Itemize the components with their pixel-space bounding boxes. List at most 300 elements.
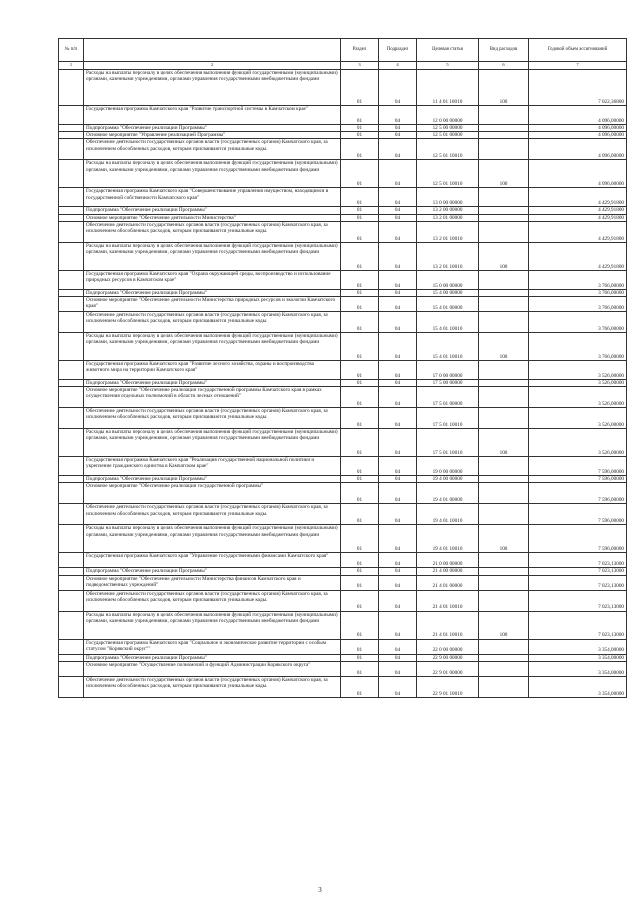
cell-expense-type	[479, 661, 529, 676]
cell-subsection: 04	[379, 132, 417, 139]
cell-name: Расходы на выплаты персоналу в целях обеспечения выполнения функций государственными (муниципальными) органами, казенными учреждениями, органами управления государственными внебюджетными фондами	[84, 70, 341, 106]
cell-name: Подпрограмма "Обеспечение реализации Программы"	[84, 289, 341, 296]
cell-expense-type	[479, 380, 529, 387]
cell-amount: 7 596,00000	[529, 525, 627, 553]
cell-expense-type	[479, 483, 529, 504]
cell-number	[59, 132, 84, 139]
cell-subsection: 04	[379, 312, 417, 333]
cell-section: 01	[341, 361, 379, 380]
cell-subsection: 04	[379, 676, 417, 697]
cell-section: 01	[341, 525, 379, 553]
cell-target: 13 2 00 00000	[417, 207, 479, 214]
cell-expense-type: 100	[479, 242, 529, 270]
cell-subsection: 04	[379, 568, 417, 575]
cell-target: 22 0 00 00000	[417, 639, 479, 654]
cell-expense-type	[479, 676, 529, 697]
cell-name: Обеспечение деятельности государственных органов власти (государственных органов) Камчатского края, за исключением обособленных расходов, которым присваиваются уникальные коды.	[84, 221, 341, 242]
cell-section: 01	[341, 289, 379, 296]
cell-amount: 4 096,00000	[529, 160, 627, 188]
cell-amount: 4 096,00000	[529, 139, 627, 160]
cell-amount: 3 766,00000	[529, 270, 627, 289]
cell-expense-type: 100	[479, 70, 529, 106]
cell-section: 01	[341, 70, 379, 106]
cell-target: 19 4 01 10010	[417, 504, 479, 525]
cell-number	[59, 408, 84, 429]
cell-name: Обеспечение деятельности государственных органов власти (государственных органов) Камчатского края, за исключением обособленных расходов, которым присваиваются уникальные коды.	[84, 312, 341, 333]
cell-subsection: 04	[379, 525, 417, 553]
index-cell: 2	[84, 62, 341, 70]
cell-name: Расходы на выплаты персоналу в целях обеспечения выполнения функций государственными (муниципальными) органами, казенными учреждениями, органами управления государственными внебюджетными фондами	[84, 611, 341, 639]
table-row	[59, 106, 627, 125]
cell-subsection: 04	[379, 408, 417, 429]
cell-target: 13 2 01 00000	[417, 214, 479, 221]
cell-number	[59, 676, 84, 697]
cell-target: 21 4 00 00000	[417, 568, 479, 575]
cell-target: 17 0 00 00000	[417, 361, 479, 380]
cell-section: 01	[341, 590, 379, 611]
cell-amount: 7 596,00000	[529, 476, 627, 483]
header-section: Раздел	[341, 39, 379, 62]
cell-number	[59, 125, 84, 132]
cell-target: 12 5 01 10010	[417, 139, 479, 160]
cell-target: 11 4 01 10010	[417, 70, 479, 106]
cell-section: 01	[341, 429, 379, 457]
cell-target: 15 4 01 00000	[417, 297, 479, 312]
cell-amount: 3 354,00000	[529, 661, 627, 676]
cell-section: 01	[341, 639, 379, 654]
table-row	[59, 70, 627, 106]
cell-subsection: 04	[379, 139, 417, 160]
cell-name: Обеспечение деятельности государственных органов власти (государственных органов) Камчатского края, за исключением обособленных расходов, которым присваиваются уникальные коды.	[84, 590, 341, 611]
index-cell: 5	[417, 62, 479, 70]
table-row	[59, 575, 627, 590]
cell-expense-type	[479, 361, 529, 380]
cell-subsection: 04	[379, 380, 417, 387]
cell-name: Основное мероприятие "Обеспечение деятельности Министерства"	[84, 214, 341, 221]
header-target: Целевая статья	[417, 39, 479, 62]
cell-subsection: 04	[379, 429, 417, 457]
budget-table	[58, 38, 627, 698]
cell-target: 13 2 01 10010	[417, 242, 479, 270]
cell-expense-type	[479, 139, 529, 160]
header-name	[84, 39, 341, 62]
cell-expense-type: 100	[479, 525, 529, 553]
table-row	[59, 380, 627, 387]
cell-target: 19 4 01 10010	[417, 525, 479, 553]
cell-target: 22 9 01 10010	[417, 676, 479, 697]
index-cell: 1	[59, 62, 84, 70]
cell-amount: 3 766,00000	[529, 289, 627, 296]
table-row	[59, 289, 627, 296]
table-row	[59, 297, 627, 312]
cell-expense-type	[479, 132, 529, 139]
cell-section: 01	[341, 297, 379, 312]
table-row	[59, 476, 627, 483]
cell-target: 19 4 01 00000	[417, 483, 479, 504]
cell-number	[59, 70, 84, 106]
table-row	[59, 139, 627, 160]
cell-section: 01	[341, 654, 379, 661]
cell-number	[59, 221, 84, 242]
index-row	[59, 62, 627, 70]
cell-target: 15 0 00 00000	[417, 270, 479, 289]
cell-name: Расходы на выплаты персоналу в целях обеспечения выполнения функций государственными (муниципальными) органами, казенными учреждениями, органами управления государственными внебюджетными фондами	[84, 429, 341, 457]
cell-number	[59, 214, 84, 221]
cell-number	[59, 207, 84, 214]
cell-target: 15 4 00 00000	[417, 289, 479, 296]
cell-section: 01	[341, 676, 379, 697]
cell-expense-type	[479, 106, 529, 125]
cell-subsection: 04	[379, 242, 417, 270]
cell-amount: 4 429,91800	[529, 188, 627, 207]
cell-subsection: 04	[379, 590, 417, 611]
cell-subsection: 04	[379, 575, 417, 590]
cell-number	[59, 611, 84, 639]
header-subsection: Подраздел	[379, 39, 417, 62]
cell-subsection: 04	[379, 270, 417, 289]
table-row	[59, 188, 627, 207]
cell-section: 01	[341, 132, 379, 139]
table-row	[59, 242, 627, 270]
cell-section: 01	[341, 387, 379, 408]
cell-number	[59, 525, 84, 553]
header-number: № п/п	[59, 39, 84, 62]
table-row	[59, 483, 627, 504]
cell-target: 17 5 01 00000	[417, 387, 479, 408]
cell-amount: 3 354,00000	[529, 654, 627, 661]
index-cell: 7	[529, 62, 627, 70]
cell-section: 01	[341, 553, 379, 568]
cell-name: Основное мероприятие "Обеспечение деятельности Министерства финансов Камчатского края и подведомственных учреждений"	[84, 575, 341, 590]
table-row	[59, 160, 627, 188]
cell-subsection: 04	[379, 361, 417, 380]
cell-expense-type	[479, 297, 529, 312]
table-body	[59, 70, 627, 698]
cell-expense-type: 100	[479, 160, 529, 188]
cell-name: Расходы на выплаты персоналу в целях обеспечения выполнения функций государственными (муниципальными) органами, казенными учреждениями, органами управления государственными внебюджетными фондами	[84, 525, 341, 553]
cell-section: 01	[341, 221, 379, 242]
cell-expense-type	[479, 214, 529, 221]
cell-section: 01	[341, 139, 379, 160]
table-row	[59, 553, 627, 568]
cell-amount: 7 022,36800	[529, 70, 627, 106]
cell-expense-type	[479, 476, 529, 483]
table-row	[59, 590, 627, 611]
cell-target: 13 0 00 00000	[417, 188, 479, 207]
cell-subsection: 04	[379, 654, 417, 661]
cell-name: Расходы на выплаты персоналу в целях обеспечения выполнения функций государственными (муниципальными) органами, казенными учреждениями, органами управления государственными внебюджетными фондами	[84, 242, 341, 270]
cell-target: 12 0 00 00000	[417, 106, 479, 125]
table-row	[59, 639, 627, 654]
cell-subsection: 04	[379, 387, 417, 408]
table-row	[59, 676, 627, 697]
cell-subsection: 04	[379, 476, 417, 483]
cell-name: Подпрограмма "Обеспечение реализации Программы"	[84, 476, 341, 483]
cell-section: 01	[341, 188, 379, 207]
cell-number	[59, 504, 84, 525]
cell-target: 19 0 00 00000	[417, 457, 479, 476]
table-row	[59, 361, 627, 380]
table-row	[59, 207, 627, 214]
table-row	[59, 611, 627, 639]
cell-name: Подпрограмма "Обеспечение реализации Программы"	[84, 568, 341, 575]
cell-expense-type	[479, 457, 529, 476]
cell-expense-type	[479, 270, 529, 289]
table-row	[59, 333, 627, 361]
cell-section: 01	[341, 380, 379, 387]
table-row	[59, 387, 627, 408]
cell-number	[59, 553, 84, 568]
cell-number	[59, 188, 84, 207]
cell-subsection: 04	[379, 457, 417, 476]
cell-number	[59, 289, 84, 296]
header-row	[59, 39, 627, 62]
index-cell: 3	[341, 62, 379, 70]
cell-amount: 4 429,91800	[529, 242, 627, 270]
cell-expense-type	[479, 207, 529, 214]
cell-name: Основное мероприятие "Обеспечение деятельности Министерства природных ресурсов и экологии Камчатского края"	[84, 297, 341, 312]
header-amount: Годовой объем ассигнований	[529, 39, 627, 62]
cell-expense-type	[479, 125, 529, 132]
table-row	[59, 525, 627, 553]
cell-subsection: 04	[379, 289, 417, 296]
cell-name: Государственная программа Камчатского края "Социальное и экономическое развитие территории с особым статусом "Корякский округ""	[84, 639, 341, 654]
cell-name: Подпрограмма "Обеспечение реализации Программы"	[84, 125, 341, 132]
cell-subsection: 04	[379, 106, 417, 125]
cell-section: 01	[341, 661, 379, 676]
cell-number	[59, 387, 84, 408]
cell-name: Государственная программа Камчатского края "Совершенствование управления имуществом, находящимся в государственной собственности Камчатского края"	[84, 188, 341, 207]
cell-amount: 7 596,00000	[529, 457, 627, 476]
cell-section: 01	[341, 476, 379, 483]
cell-number	[59, 429, 84, 457]
cell-section: 01	[341, 408, 379, 429]
cell-name: Основное мероприятие "Обеспечение реализации государственной программы"	[84, 483, 341, 504]
cell-target: 21 4 01 10010	[417, 590, 479, 611]
cell-section: 01	[341, 568, 379, 575]
cell-name: Основное мероприятие "Обеспечение реализации государственной программы Камчатского края в рамках осуществления отдельных полномочий в области лесных отношений"	[84, 387, 341, 408]
cell-target: 21 0 00 00000	[417, 553, 479, 568]
cell-expense-type	[479, 639, 529, 654]
cell-target: 22 9 01 00000	[417, 661, 479, 676]
cell-amount: 4 429,91800	[529, 214, 627, 221]
cell-name: Обеспечение деятельности государственных органов власти (государственных органов) Камчатского края, за исключением обособленных расходов, которым присваиваются уникальные коды.	[84, 408, 341, 429]
cell-amount: 4 429,91800	[529, 207, 627, 214]
cell-expense-type	[479, 408, 529, 429]
cell-target: 12 5 01 10010	[417, 160, 479, 188]
cell-name: Государственная программа Камчатского края "Охрана окружающей среды, воспроизводство и использование природных ресурсов в Камчатском крае"	[84, 270, 341, 289]
cell-amount: 3 766,00000	[529, 312, 627, 333]
cell-target: 17 5 00 00000	[417, 380, 479, 387]
cell-amount: 7 596,00000	[529, 483, 627, 504]
cell-section: 01	[341, 214, 379, 221]
cell-name: Основное мероприятие "Управление реализацией Программы"	[84, 132, 341, 139]
cell-name: Подпрограмма "Обеспечение реализации Программы"	[84, 207, 341, 214]
table-row	[59, 221, 627, 242]
cell-expense-type: 100	[479, 611, 529, 639]
table-row	[59, 312, 627, 333]
cell-amount: 3 354,00000	[529, 639, 627, 654]
cell-number	[59, 160, 84, 188]
cell-amount: 3 526,00000	[529, 361, 627, 380]
cell-target: 17 5 01 10010	[417, 429, 479, 457]
cell-target: 12 5 00 00000	[417, 125, 479, 132]
table-row	[59, 214, 627, 221]
cell-section: 01	[341, 242, 379, 270]
cell-subsection: 04	[379, 553, 417, 568]
table-row	[59, 661, 627, 676]
cell-amount: 4 096,00000	[529, 106, 627, 125]
cell-subsection: 04	[379, 483, 417, 504]
cell-number	[59, 380, 84, 387]
cell-expense-type	[479, 553, 529, 568]
cell-target: 15 4 01 10010	[417, 312, 479, 333]
cell-expense-type	[479, 387, 529, 408]
cell-number	[59, 661, 84, 676]
cell-name: Государственная программа Камчатского края "Развитие лесного хозяйства, охраны и воспроизводства животного мира на территории Камчатского края"	[84, 361, 341, 380]
cell-amount: 3 766,00000	[529, 333, 627, 361]
cell-amount: 7 596,00000	[529, 504, 627, 525]
cell-expense-type	[479, 590, 529, 611]
cell-amount: 3 526,00000	[529, 387, 627, 408]
cell-section: 01	[341, 504, 379, 525]
header-expense-type: Вид расходов	[479, 39, 529, 62]
cell-section: 01	[341, 483, 379, 504]
cell-amount: 3 526,00000	[529, 408, 627, 429]
cell-name: Подпрограмма "Обеспечение реализации Программы"	[84, 380, 341, 387]
cell-subsection: 04	[379, 504, 417, 525]
cell-number	[59, 654, 84, 661]
cell-amount: 4 096,00000	[529, 132, 627, 139]
cell-name: Обеспечение деятельности государственных органов власти (государственных органов) Камчатского края, за исключением обособленных расходов, которым присваиваются уникальные коды.	[84, 504, 341, 525]
table-row	[59, 429, 627, 457]
cell-subsection: 04	[379, 221, 417, 242]
cell-number	[59, 476, 84, 483]
cell-section: 01	[341, 106, 379, 125]
cell-target: 17 5 01 10010	[417, 408, 479, 429]
cell-expense-type	[479, 221, 529, 242]
cell-number	[59, 242, 84, 270]
cell-amount: 3 526,00000	[529, 429, 627, 457]
cell-expense-type: 100	[479, 429, 529, 457]
cell-number	[59, 568, 84, 575]
cell-amount: 7 023,13000	[529, 575, 627, 590]
budget-table-container	[58, 38, 626, 698]
cell-name: Расходы на выплаты персоналу в целях обеспечения выполнения функций государственными (муниципальными) органами, казенными учреждениями, органами управления государственными внебюджетными фондами	[84, 333, 341, 361]
cell-expense-type	[479, 188, 529, 207]
cell-number	[59, 312, 84, 333]
cell-subsection: 04	[379, 214, 417, 221]
cell-target: 13 2 01 10010	[417, 221, 479, 242]
cell-name: Обеспечение деятельности государственных органов власти (государственных органов) Камчатского края, за исключением обособленных расходов, которым присваиваются уникальные коды.	[84, 676, 341, 697]
index-cell: 6	[479, 62, 529, 70]
cell-amount: 3 526,00000	[529, 380, 627, 387]
cell-expense-type: 100	[479, 333, 529, 361]
cell-section: 01	[341, 333, 379, 361]
table-row	[59, 132, 627, 139]
table-row	[59, 568, 627, 575]
cell-subsection: 04	[379, 333, 417, 361]
cell-name: Государственная программа Камчатского края "Развитие транспортной системы в Камчатском крае"	[84, 106, 341, 125]
cell-expense-type	[479, 575, 529, 590]
cell-subsection: 04	[379, 70, 417, 106]
cell-amount: 7 023,13000	[529, 590, 627, 611]
cell-section: 01	[341, 160, 379, 188]
cell-amount: 7 023,13000	[529, 553, 627, 568]
cell-target: 21 4 01 00000	[417, 575, 479, 590]
cell-number	[59, 639, 84, 654]
cell-expense-type	[479, 312, 529, 333]
cell-target: 19 4 00 00000	[417, 476, 479, 483]
cell-target: 12 5 01 00000	[417, 132, 479, 139]
table-row	[59, 504, 627, 525]
cell-name: Государственная программа Камчатского края "Управление государственными финансами Камчатского края"	[84, 553, 341, 568]
cell-amount: 4 096,00000	[529, 125, 627, 132]
cell-number	[59, 361, 84, 380]
table-row	[59, 125, 627, 132]
cell-amount: 3 354,00000	[529, 676, 627, 697]
cell-amount: 7 023,13000	[529, 611, 627, 639]
cell-number	[59, 297, 84, 312]
cell-name: Основное мероприятие "Осуществление полномочий и функций Администрации Корякского округа"	[84, 661, 341, 676]
cell-number	[59, 139, 84, 160]
cell-name: Расходы на выплаты персоналу в целях обеспечения выполнения функций государственными (муниципальными) органами, казенными учреждениями, органами управления государственными внебюджетными фондами	[84, 160, 341, 188]
table-row	[59, 654, 627, 661]
cell-expense-type	[479, 568, 529, 575]
table-row	[59, 408, 627, 429]
cell-section: 01	[341, 611, 379, 639]
cell-name: Обеспечение деятельности государственных органов власти (государственных органов) Камчатского края, за исключением обособленных расходов, которым присваиваются уникальные коды.	[84, 139, 341, 160]
table-row	[59, 270, 627, 289]
cell-expense-type	[479, 654, 529, 661]
cell-number	[59, 483, 84, 504]
cell-subsection: 04	[379, 611, 417, 639]
cell-amount: 3 766,00000	[529, 297, 627, 312]
cell-section: 01	[341, 207, 379, 214]
cell-section: 01	[341, 270, 379, 289]
cell-number	[59, 270, 84, 289]
cell-number	[59, 575, 84, 590]
cell-section: 01	[341, 312, 379, 333]
cell-section: 01	[341, 457, 379, 476]
cell-subsection: 04	[379, 125, 417, 132]
cell-subsection: 04	[379, 207, 417, 214]
cell-subsection: 04	[379, 160, 417, 188]
cell-name: Подпрограмма "Обеспечение реализации Программы"	[84, 654, 341, 661]
cell-subsection: 04	[379, 639, 417, 654]
cell-expense-type	[479, 504, 529, 525]
cell-amount: 7 023,13000	[529, 568, 627, 575]
cell-number	[59, 457, 84, 476]
cell-target: 21 4 01 10010	[417, 611, 479, 639]
cell-expense-type	[479, 289, 529, 296]
page-number: 3	[318, 886, 322, 894]
cell-section: 01	[341, 125, 379, 132]
cell-subsection: 04	[379, 297, 417, 312]
cell-subsection: 04	[379, 661, 417, 676]
index-cell: 4	[379, 62, 417, 70]
cell-amount: 4 429,91800	[529, 221, 627, 242]
cell-section: 01	[341, 575, 379, 590]
cell-name: Государственная программа Камчатского края "Реализация государственной национальной политики и укрепление гражданского единства в Камчатском крае"	[84, 457, 341, 476]
cell-number	[59, 333, 84, 361]
cell-number	[59, 106, 84, 125]
cell-target: 22 9 00 00000	[417, 654, 479, 661]
cell-target: 15 4 01 10010	[417, 333, 479, 361]
cell-subsection: 04	[379, 188, 417, 207]
cell-number	[59, 590, 84, 611]
table-row	[59, 457, 627, 476]
